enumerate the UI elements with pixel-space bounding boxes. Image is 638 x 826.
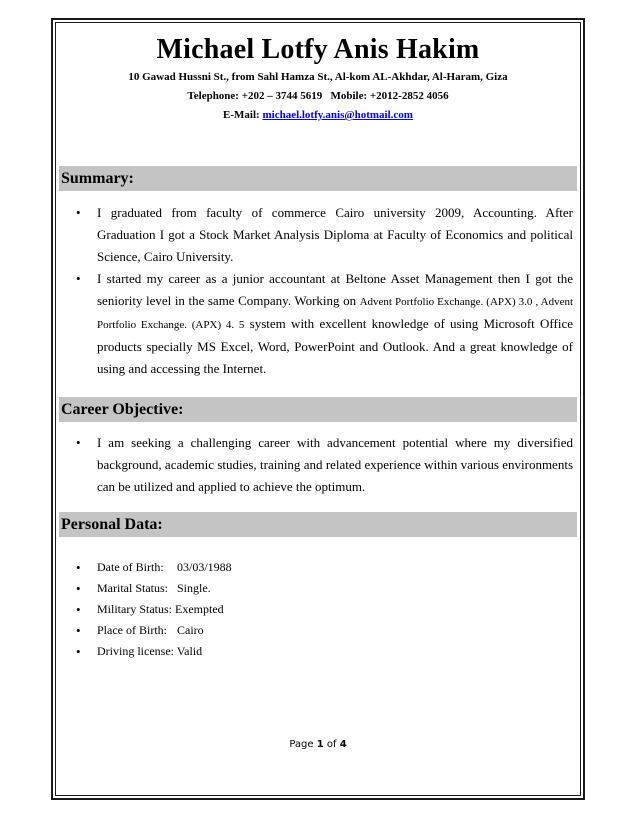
summary-item-software: Advent Portfolio Exchange. (APX) 3.0 , Advent Portfolio Exchange. (APX) 4. 5 (97, 296, 574, 331)
summary-item-text: I started my career as a junior accountant at Beltone Asset Management then I got the seniority level in the same Company. Working on (97, 271, 573, 308)
personal-data-value: Cairo (177, 623, 204, 637)
summary-item (55, 268, 581, 380)
personal-data-value: 03/03/1988 (177, 560, 232, 574)
footer-current-page: 1 (316, 739, 324, 750)
personal-data-label: Place of Birth: (97, 623, 167, 637)
footer-page-word: Page (289, 739, 314, 750)
summary-item: • I graduated from faculty of commerce Cairo university 2009, Accounting. After Graduation I got a Stock Market Analysis Diploma at Faculty of Economics and political Science, Cairo University. (55, 202, 581, 268)
personal-data-label: Marital Status: (97, 581, 168, 595)
personal-data-value: Valid (176, 644, 203, 658)
personal-data-value: Single. (177, 581, 211, 595)
personal-data-value: Exempted (175, 602, 224, 616)
personal-data-item (55, 641, 581, 662)
personal-data-item (55, 557, 581, 578)
section-heading-summary: Summary: (59, 166, 577, 191)
footer-of-word: of (326, 739, 337, 750)
email-label: E-Mail: (223, 109, 263, 121)
section-heading-career-objective: Career Objective: (59, 397, 577, 422)
summary-item-text-cont: system with excellent knowledge of using Microsoft Office products specially MS Excel, Word, PowerPoint and Outlook. And a great knowledge of using and accessing the Internet. (97, 316, 573, 376)
telephone: Telephone: +202 – 3744 5619 Mobile: +2012-2852 4056 (187, 90, 449, 102)
personal-data-item (55, 620, 581, 641)
address: 10 Gawad Hussni St., from Sahl Hamza St., Al-kom AL-Akhdar, Al-Haram, Giza (128, 71, 508, 83)
applicant-name: Michael Lotfy Anis Hakim (156, 34, 480, 65)
email-link[interactable]: michael.lotfy.anis@hotmail.com (262, 109, 413, 121)
career-objective-item: • I am seeking a challenging career with advancement potential where my diversified background, academic studies, training and related experience within various environments can be utilized and applied to achieve the optimum. (55, 432, 581, 498)
personal-data-item (55, 599, 581, 620)
footer-total-pages: 4 (339, 739, 347, 750)
personal-data-list (55, 557, 581, 662)
email-line (55, 109, 581, 121)
career-objective-list (55, 432, 581, 498)
personal-data-label: Date of Birth: (97, 560, 164, 574)
resume-page (55, 22, 581, 796)
personal-data-item (55, 578, 581, 599)
personal-data-label: Driving license: (97, 644, 174, 658)
personal-data-label: Military Status: (97, 602, 172, 616)
page-footer (55, 739, 581, 750)
section-heading-personal-data: Personal Data: (59, 512, 577, 537)
summary-list (55, 202, 581, 380)
